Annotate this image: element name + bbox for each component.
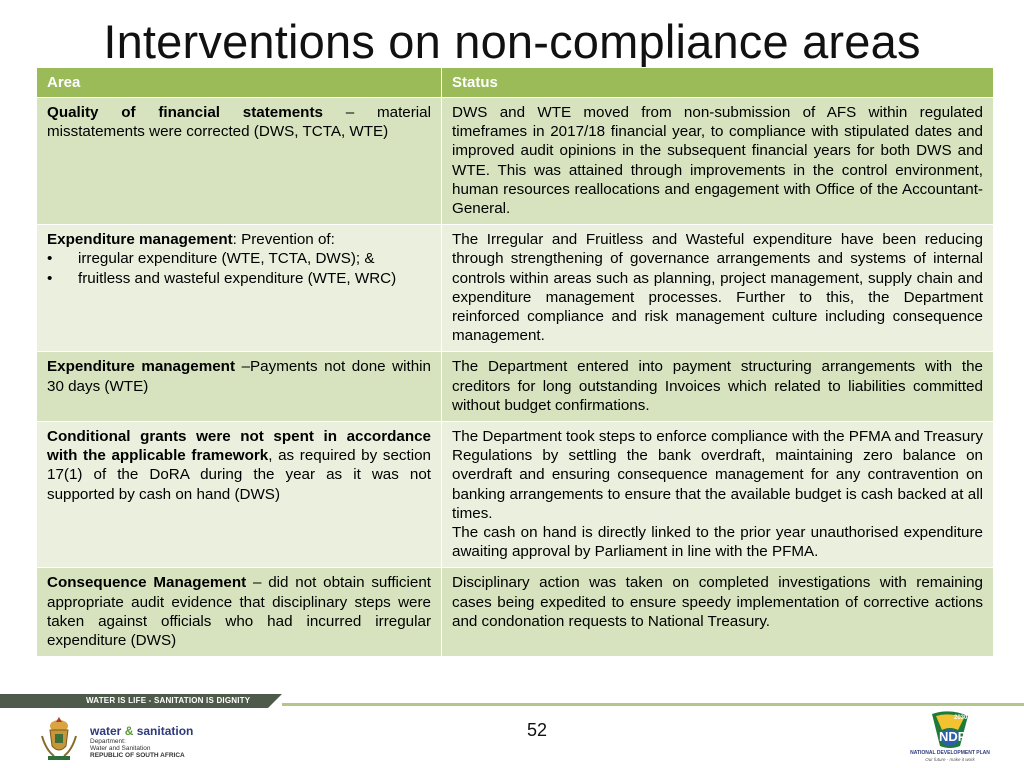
area-heading: Expenditure management: [47, 231, 233, 249]
area-heading: Expenditure management: [47, 358, 236, 376]
table-row: [37, 98, 994, 225]
list-item: • fruitless and wasteful expenditure (WTE, WRC): [47, 269, 431, 288]
status-cell: The Irregular and Fruitless and Wasteful expenditure have been reducing through strengthening of governance arrangements and systems of internal controls within areas such as planning, project management, supply chain and expenditure management processes. Further to this, the Department reinforced compliance and risk management culture including consequence management.: [442, 225, 994, 352]
coat-of-arms-icon: [36, 716, 82, 762]
area-text: , as required by section 17(1) of the DoRA during the year as it was not supported by cash on hand (DWS): [47, 447, 431, 503]
area-text: – did not obtain sufficient appropriate audit evidence that disciplinary steps were taken against officials who had incurred irregular expenditure (DWS): [47, 574, 431, 650]
area-cell: [37, 225, 442, 352]
status-cell: Disciplinary action was taken on completed investigations with remaining cases being expedited to ensure speedy implementation of corrective actions and condonation requests to National Treasury.: [442, 568, 994, 657]
dept-line-1: Department:: [90, 738, 126, 745]
status-cell: The Department entered into payment structuring arrangements with the creditors for long outstanding Invoices which related to liabilities committed without budget confirmations.: [442, 352, 994, 422]
area-cell: [37, 568, 442, 657]
table-row: [37, 422, 994, 568]
slide-title: Interventions on non-compliance areas: [103, 15, 921, 68]
ndp-emblem-icon: [910, 710, 990, 750]
area-cell: [37, 422, 442, 568]
footer-slogan: WATER IS LIFE - SANITATION IS DIGNITY: [0, 694, 268, 708]
area-text: –Payments not done within 30 days (WTE): [47, 358, 431, 395]
area-heading: Conditional grants were not spent in accordance with the applicable framework: [47, 428, 431, 465]
area-cell: [37, 98, 442, 225]
area-heading: Quality of financial statements: [47, 104, 323, 121]
footer-band-line: [282, 703, 1024, 706]
ndp-short: NDP: [939, 729, 967, 744]
footer-band: [0, 694, 1024, 708]
dept-name-water: water: [90, 724, 122, 738]
dept-line-3: REPUBLIC OF SOUTH AFRICA: [90, 752, 185, 759]
table-header-row: [37, 68, 994, 98]
dept-line-2: Water and Sanitation: [90, 745, 151, 752]
ndp-year: 2030: [954, 715, 968, 721]
status-paragraph: The Department took steps to enforce compliance with the PFMA and Treasury Regulations by settling the bank overdraft, maintaining zero balance on overdraft and ensuring consequence management for any contravention on banking arrangements to ensure that the available budget is cash backed at all times.: [452, 428, 983, 522]
area-text: – material misstatements were corrected (DWS, TCTA, WTE): [47, 104, 431, 141]
page-number: 52: [526, 720, 548, 740]
area-text: : Prevention of:: [232, 231, 335, 249]
ndp-logo: [910, 710, 990, 766]
ndp-caption: NATIONAL DEVELOPMENT PLAN: [910, 750, 990, 756]
table-row: [37, 225, 994, 352]
department-logo: [90, 724, 193, 759]
table-row: [37, 352, 994, 422]
status-cell: DWS and WTE moved from non-submission of AFS within regulated timeframes in 2017/18 financial year, to compliance with stipulated dates and improved audit opinions in the subsequent financial years for both DWS and WTE. This was attained through improvements in the control environment, human resources reallocations and engagement with Office of the Accountant-General.: [442, 98, 994, 225]
area-heading: Consequence Management: [47, 574, 247, 592]
footer-band-wedge: [268, 694, 282, 708]
interventions-table: [36, 67, 994, 657]
table-row: [37, 568, 994, 657]
area-cell: [37, 352, 442, 422]
column-header-status: Status: [442, 68, 994, 98]
status-paragraph: The cash on hand is directly linked to the prior year unauthorised expenditure awaiting approval by Parliament in line with the PFMA.: [452, 524, 983, 561]
dept-name-amp: &: [121, 724, 137, 738]
list-item: • irregular expenditure (WTE, TCTA, DWS); &: [47, 249, 431, 268]
ndp-tagline: Our future - make it work: [925, 757, 975, 762]
dept-name-sanitation: sanitation: [136, 724, 194, 738]
column-header-area: Area: [37, 68, 442, 98]
status-cell: [442, 422, 994, 568]
area-bullet-list: [47, 249, 431, 287]
